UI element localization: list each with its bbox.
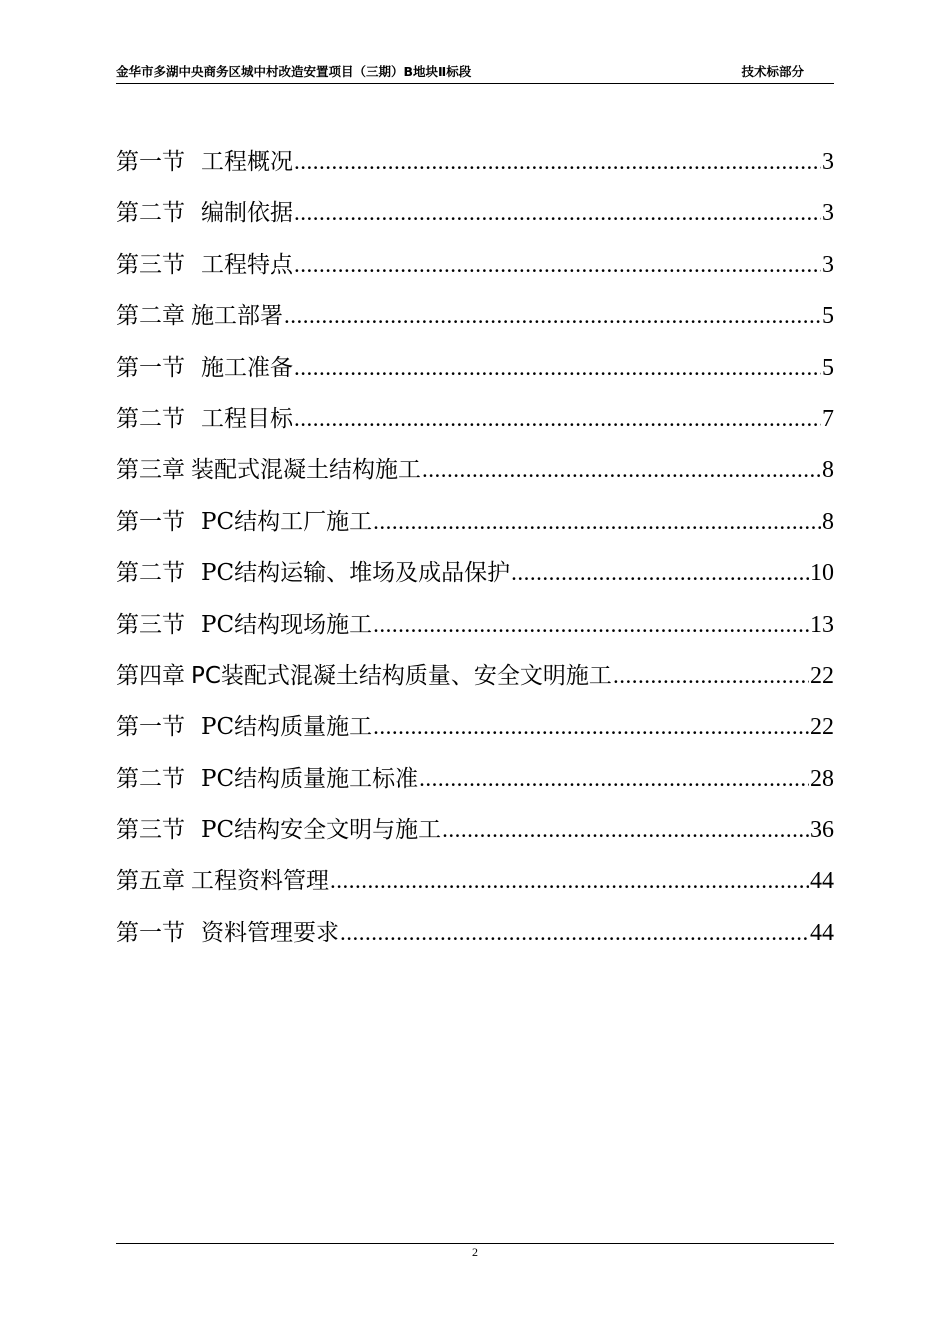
toc-dot-leader <box>340 911 809 955</box>
toc-dot-leader <box>330 859 809 903</box>
toc-entry-label <box>116 500 372 544</box>
toc-entry-title: PC结构质量施工 <box>201 714 373 741</box>
toc-dot-leader <box>613 654 809 698</box>
toc-section-entry[interactable] <box>116 346 834 397</box>
toc-entry-label <box>116 603 372 647</box>
table-of-contents <box>116 140 834 962</box>
toc-entry-number: 第三节 <box>116 251 185 278</box>
toc-chapter-entry[interactable] <box>116 294 834 345</box>
toc-dot-leader <box>294 191 821 235</box>
toc-entry-number: 第三章 <box>116 457 185 484</box>
toc-section-entry[interactable] <box>116 808 834 859</box>
toc-entry-page-number: 3 <box>822 200 834 227</box>
toc-entry-label <box>116 705 372 749</box>
toc-section-entry[interactable] <box>116 500 834 551</box>
toc-entry-page-number: 36 <box>810 817 834 844</box>
toc-dot-leader <box>422 448 821 492</box>
toc-entry-page-number: 8 <box>822 508 834 535</box>
toc-entry-number: 第二节 <box>116 560 185 587</box>
toc-entry-title: 工程目标 <box>201 405 293 432</box>
toc-section-entry[interactable] <box>116 140 834 191</box>
toc-dot-leader <box>373 500 821 544</box>
toc-entry-page-number: 28 <box>810 765 834 792</box>
toc-entry-label <box>116 294 283 338</box>
toc-entry-number: 第一节 <box>116 354 185 381</box>
toc-entry-number: 第二章 <box>116 303 185 330</box>
toc-entry-page-number: 13 <box>810 611 834 638</box>
toc-dot-leader <box>511 551 809 595</box>
header-project-title: 金华市多湖中央商务区城中村改造安置项目（三期）B地块Ⅱ标段 <box>116 64 472 79</box>
toc-entry-title: PC结构现场施工 <box>201 611 373 638</box>
toc-entry-label <box>116 346 293 390</box>
toc-entry-title: PC结构安全文明与施工 <box>201 817 442 844</box>
toc-entry-page-number: 22 <box>810 662 834 689</box>
toc-chapter-entry[interactable] <box>116 448 834 499</box>
toc-entry-number: 第二节 <box>116 200 185 227</box>
toc-entry-label <box>116 140 293 184</box>
toc-section-entry[interactable] <box>116 705 834 756</box>
toc-entry-title: PC结构运输、堆场及成品保护 <box>201 560 511 587</box>
toc-dot-leader <box>294 140 821 184</box>
toc-dot-leader <box>373 603 809 647</box>
toc-entry-number: 第一节 <box>116 714 185 741</box>
toc-section-entry[interactable] <box>116 551 834 602</box>
toc-section-entry[interactable] <box>116 603 834 654</box>
toc-entry-label <box>116 397 293 441</box>
toc-section-entry[interactable] <box>116 191 834 242</box>
toc-entry-title: PC结构质量施工标准 <box>201 765 419 792</box>
toc-entry-page-number: 44 <box>810 919 834 946</box>
toc-entry-title: PC结构工厂施工 <box>201 508 373 535</box>
toc-entry-title: 装配式混凝土结构施工 <box>191 457 421 484</box>
toc-entry-title: 施工部署 <box>191 303 283 330</box>
toc-entry-label <box>116 911 339 955</box>
toc-entry-title: 施工准备 <box>201 354 293 381</box>
toc-entry-page-number: 7 <box>822 405 834 432</box>
toc-section-entry[interactable] <box>116 911 834 962</box>
toc-entry-title: PC装配式混凝土结构质量、安全文明施工 <box>191 662 612 689</box>
toc-entry-page-number: 3 <box>822 251 834 278</box>
toc-entry-page-number: 5 <box>822 354 834 381</box>
toc-entry-number: 第一节 <box>116 919 185 946</box>
toc-dot-leader <box>373 705 809 749</box>
toc-section-entry[interactable] <box>116 397 834 448</box>
toc-entry-label <box>116 808 441 852</box>
toc-entry-label <box>116 243 293 287</box>
footer-divider <box>116 1243 834 1244</box>
toc-entry-number: 第一节 <box>116 508 185 535</box>
toc-entry-label <box>116 551 510 595</box>
toc-dot-leader <box>284 294 821 338</box>
toc-entry-title: 资料管理要求 <box>201 919 339 946</box>
toc-entry-number: 第三节 <box>116 611 185 638</box>
toc-entry-number: 第一节 <box>116 149 185 175</box>
header-section-label: 技术标部分 <box>741 64 804 79</box>
toc-dot-leader <box>294 243 821 287</box>
page-header <box>116 62 834 84</box>
toc-entry-page-number: 8 <box>822 457 834 484</box>
toc-entry-page-number: 44 <box>810 868 834 895</box>
toc-entry-label <box>116 191 293 235</box>
toc-dot-leader <box>294 397 821 441</box>
toc-entry-label <box>116 448 421 492</box>
toc-chapter-entry[interactable] <box>116 859 834 910</box>
toc-entry-page-number: 22 <box>810 714 834 741</box>
toc-entry-page-number: 3 <box>822 149 834 175</box>
toc-entry-number: 第二节 <box>116 765 185 792</box>
toc-section-entry[interactable] <box>116 243 834 294</box>
toc-entry-number: 第三节 <box>116 817 185 844</box>
toc-entry-title: 工程特点 <box>201 251 293 278</box>
toc-entry-title: 工程资料管理 <box>191 868 329 895</box>
toc-dot-leader <box>419 757 809 801</box>
toc-entry-label <box>116 654 612 698</box>
toc-entry-page-number: 5 <box>822 303 834 330</box>
toc-chapter-entry[interactable] <box>116 654 834 705</box>
footer-page-number: 2 <box>472 1245 478 1259</box>
toc-dot-leader <box>442 808 809 852</box>
toc-section-entry[interactable] <box>116 757 834 808</box>
toc-dot-leader <box>294 346 821 390</box>
toc-entry-number: 第二节 <box>116 405 185 432</box>
toc-entry-number: 第五章 <box>116 868 185 895</box>
toc-entry-label <box>116 859 329 903</box>
toc-entry-label <box>116 757 418 801</box>
toc-entry-page-number: 10 <box>810 560 834 587</box>
toc-entry-title: 编制依据 <box>201 200 293 227</box>
toc-entry-number: 第四章 <box>116 662 185 689</box>
toc-entry-title: 工程概况 <box>201 149 293 175</box>
